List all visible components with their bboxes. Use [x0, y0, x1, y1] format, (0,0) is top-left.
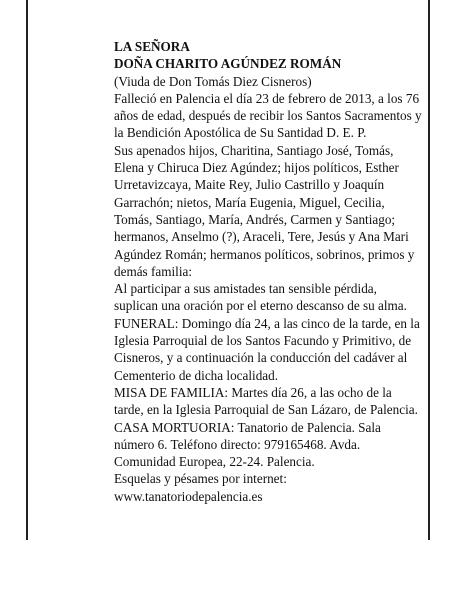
internet-label: Esquelas y pésames por internet: — [114, 471, 287, 487]
widow-of-line: (Viuda de Don Tomás Diez Cisneros) — [114, 73, 312, 89]
deceased-name: DOÑA CHARITO AGÚNDEZ ROMÁN — [114, 56, 342, 72]
obituary-notice — [114, 38, 424, 505]
family-paragraph: Sus apenados hijos, Charitina, Santiago José, Tomás, Elena y Chiruca Diez Agúndez; hijos políticos, Esther Urretavizcaya, Maite Rey, Julio Castrillo y Joaquín Garrachón; nietos, María Eugenia, Miguel, Cecilia, Tomás, Santiago, María, Andrés, Carmen y Santiago; hermanos, Anselmo (?), Araceli, Tere, Jesús y Ana Mari Agúndez Román; hermanos políticos, sobrinos, primos y demás familia: — [114, 142, 415, 279]
death-paragraph: Falleció en Palencia el día 23 de febrero de 2013, a los 76 años de edad, después de recibir los Santos Sacramentos y la Bendición Apostólica de Su Santidad D. E. P. — [114, 90, 422, 141]
notice-title: LA SEÑORA — [114, 39, 190, 54]
right-border-rule — [428, 0, 430, 540]
funeral-paragraph: FUNERAL: Domingo día 24, a las cinco de la tarde, en la Iglesia Parroquial de los Santos Facundo y Primitivo, de Cisneros, y a continuación la conducción del cadáver al Cementerio de dicha localidad. — [114, 315, 420, 383]
left-border-rule — [26, 0, 28, 540]
wake-paragraph: CASA MORTUORIA: Tanatorio de Palencia. Sala número 6. Teléfono directo: 979165468. Avda. Comunidad Europea, 22-24. Palencia. — [114, 419, 381, 470]
website-link[interactable]: www.tanatoriodepalencia.es — [114, 488, 263, 504]
family-mass-paragraph: MISA DE FAMILIA: Martes día 26, a las ocho de la tarde, en la Iglesia Parroquial de San Lázaro, de Palencia. — [114, 384, 418, 418]
prayer-paragraph: Al participar a sus amistades tan sensible pérdida, suplican una oración por el eterno descanso de su alma. — [114, 281, 407, 314]
